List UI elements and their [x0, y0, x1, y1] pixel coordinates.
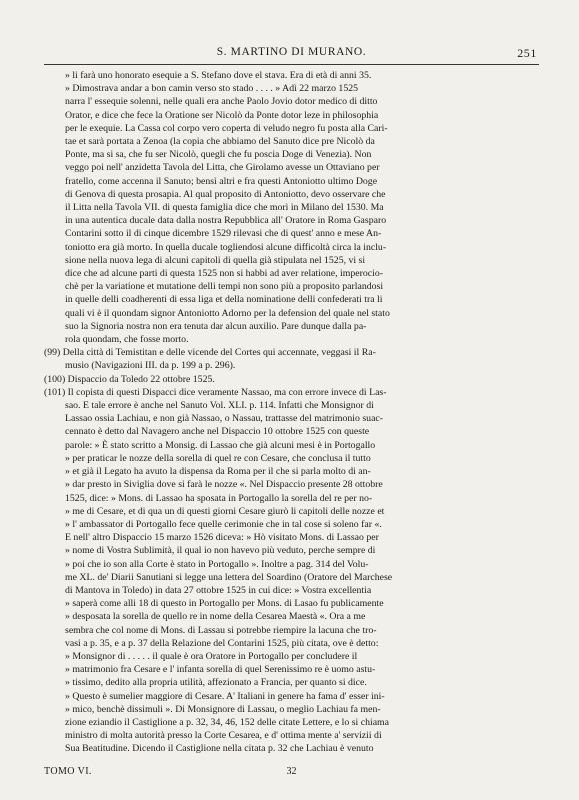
- text-line: tae et sarà portata a Zenoa (la copia che abbiamo del Sanuto dice pre Nicolò da: [65, 136, 375, 148]
- footnote-line: sao. E tale errore è anche nel Sanuto Vol. XLI. p. 114. Infatti che Monsignor di: [65, 400, 374, 412]
- footnote-line: ministro di molta autorità presso la Corte Cesarea, e d' ottima mente a' servizii di: [65, 730, 382, 742]
- footnote-line: E nell' altro Dispaccio 15 marzo 1526 diceva: » Hò visitato Mons. di Lassao per: [65, 532, 379, 544]
- notes-body: [44, 69, 539, 756]
- footnote-first-line: [44, 386, 539, 399]
- footnote-line: me XL. de' Diarii Sanutiani si legge una lettera del Soardino (Oratore del Marchese: [65, 571, 393, 583]
- text-line: » Dimostrava andar a bon camin verso sto stado . . . . » Adì 22 marzo 1525: [65, 83, 359, 95]
- footnote-text: Dispaccio da Toledo 22 ottobre 1525.: [67, 373, 215, 385]
- footnote-line: » poi che io son alla Corte è stato in Portogallo ». Inoltre a pag. 314 del Volu-: [65, 558, 369, 570]
- footnote-line: Lassao ossia Lachiau, e non già Nassao, o Nassau, trattasse del matrimonio suac-: [65, 413, 384, 425]
- footnote-line: Sua Beatitudine. Dicendo il Castiglione nella citata p. 32 che Lachiau è venuto: [65, 743, 374, 755]
- page-header: [44, 42, 539, 60]
- text-line: toniotto era già morto. In quella ducale togliendosi alcune difficoltà circa la inclu-: [65, 241, 387, 253]
- footnote-first-line: [44, 346, 539, 359]
- footnote-line: » l' ambassator di Portogallo fece quelle cerimonie che in tal cose si soleno far «.: [65, 518, 382, 530]
- text-line: fratello, come accenna il Sanuto; bensì altri e fra questi Antoniotto ultimo Doge: [65, 175, 378, 187]
- signature-mark: 32: [286, 766, 297, 777]
- footnotes-list: [44, 346, 539, 755]
- text-line: in una autentica ducale data dalla nostra Repubblica all' Oratore in Roma Gasparo: [65, 215, 387, 227]
- text-line: il Litta nella Tavola VII. di questa famiglia dice che morì in Milano del 1530. Ma: [65, 202, 384, 214]
- text-line: veggo poi nell' anzidetta Tavola del Litta, che Girolamo avesse un Ottaviano per: [65, 162, 380, 174]
- footnote-line: zione eziandio il Castiglione a p. 32, 34, 46, 152 delle citate Lettere, e lo si chiama: [65, 716, 390, 728]
- footnote-line: » nome di Vostra Sublimità, il qual io non havevo più veduto, perche sempre di: [65, 545, 376, 557]
- footnote-text: Il copista di questi Dispacci dice veramente Nassao, ma con errore invece di Las-: [67, 386, 387, 398]
- text-line: Orator, e dice che fece la Oratione ser Nicolò da Ponte dotor leze in philosophia: [65, 109, 379, 121]
- footnote-line: cennato è detto dal Navagero anche nel Dispaccio 10 ottobre 1525 con queste: [65, 426, 370, 438]
- text-line: dice che ad alcune parti di questa 1525 non si habbi ad aver relatione, imperocio-: [65, 268, 384, 280]
- footnote-line: » saperà come alli 18 di questo in Portogallo per Mons. di Lasao fu publicamente: [65, 598, 384, 610]
- text-line: suo la Signoria nostra non era tenuta dar alcun auxilio. Pare dunque dalla pa-: [65, 320, 367, 332]
- footnote-line: sembra che col nome di Mons. di Lassau si potrebbe riempire la lacuna che tro-: [65, 624, 377, 636]
- footnote-line: musio (Navigazioni III. da p. 199 a p. 296).: [65, 360, 236, 372]
- footnote-line: vasi a p. 35, e a p. 37 della Relazione del Contarini 1525, più citata, ove è detto:: [65, 637, 379, 649]
- footnote-text: Della città di Temistitan e delle vicende del Cortes qui accennate, veggasi il Ra-: [62, 347, 376, 359]
- footnote-line: » dar presto in Siviglia dove si farà le nozze «. Nel Dispaccio presente 28 ottobre: [65, 479, 383, 491]
- footnote-first-line: [44, 373, 539, 386]
- footnote-line: » Monsignor di . . . . . il quale è ora Oratore in Portogallo per concludere il: [65, 650, 358, 662]
- volume-label: TOMO VI.: [44, 766, 92, 777]
- running-title: S. MARTINO DI MURANO.: [216, 46, 367, 58]
- footnote-line: » desposata la sorella de quello re in nome della Cesarea Maestà «. Ora a me: [65, 611, 366, 623]
- page-number: 251: [517, 46, 537, 60]
- text-line: per le exequie. La Cassa col corpo vero coperta di veludo negro fu posta alla Cari-: [65, 122, 388, 134]
- footnote-line: di Mantova in Toledo) in data 27 ottobre 1525 in cui dice: » Vostra excellentia: [65, 584, 372, 596]
- page-footer: [44, 766, 539, 780]
- text-line: Ponte, ma si sa, che fu ser Nicolò, quegli che fu poscia Doge di Venezia). Non: [65, 149, 372, 161]
- footnote-number: (99): [44, 347, 63, 359]
- text-line: sione nella nuova lega di alcuni capitoli di quella già stipulata nel 1525, vi si: [65, 254, 366, 266]
- footnote-line: » matrimonio fra Cesare e l' infanta sorella di quel Serenissimo re è uomo astu-: [65, 664, 376, 676]
- footnote-number: (101): [44, 386, 68, 398]
- footnote-line: parole: » È stato scritto a Monsig. di Lassao che già alcuni mesi è in Portogallo: [65, 439, 376, 451]
- text-line: quali vi è il quondam signor Antoniotto Adorno per la defension del quale nel stato: [65, 307, 390, 319]
- footnote-line: » et già il Legato ha avuto la dispensa da Roma per il che si parla molto di an-: [65, 466, 371, 478]
- text-line: in quelle delli coadherenti di essa liga et della nominatione delli confederati tra li: [65, 294, 383, 306]
- text-line: rola quondam, che fosse morto.: [65, 334, 189, 346]
- text-line: di Genova di questa prosapia. Al qual proposito di Antoniotto, devo osservare che: [65, 188, 386, 200]
- footnote-line: » tissimo, dedito alla propria utilità, affezionato a Francia, per quanto si dice.: [65, 677, 367, 689]
- footnote-line: » me di Cesare, et di qua un di questi giorni Cesare giurò li capitoli delle nozze et: [65, 505, 385, 517]
- text-line: » li farà uno honorato esequie a S. Stefano dove el stava. Era di età di anni 35.: [65, 70, 372, 81]
- footnote-line: » Questo è sumelier maggiore di Cesare. A' Italiani in genere ha fama d' esser ini-: [65, 690, 385, 702]
- footnote-line: » per praticar le nozze della sorella di quel re con Cesare, che conclusa il tutto: [65, 452, 371, 464]
- text-line: narra l' essequie solenni, nelle quali era anche Paolo Jovio dotor medico di ditto: [65, 96, 378, 108]
- text-line: chè per la variatione et mutatione delli tempi non sono più a proposito parlandosi: [65, 281, 384, 293]
- text-line: Contarini sotto il di cinque dicembre 1529 rilevasi che di quest' anno e mese An-: [65, 228, 382, 240]
- continued-note-text: [44, 69, 539, 346]
- header-rule: [44, 64, 539, 65]
- footnote-line: 1525, dice: » Mons. di Lassao ha sposata in Portogallo la sorella del re per no-: [65, 492, 373, 504]
- footnote-line: » mico, benchè dissimuli ». Di Monsignore di Lassau, o meglio Lachiau fa men-: [65, 703, 381, 715]
- footnote-number: (100): [44, 373, 68, 385]
